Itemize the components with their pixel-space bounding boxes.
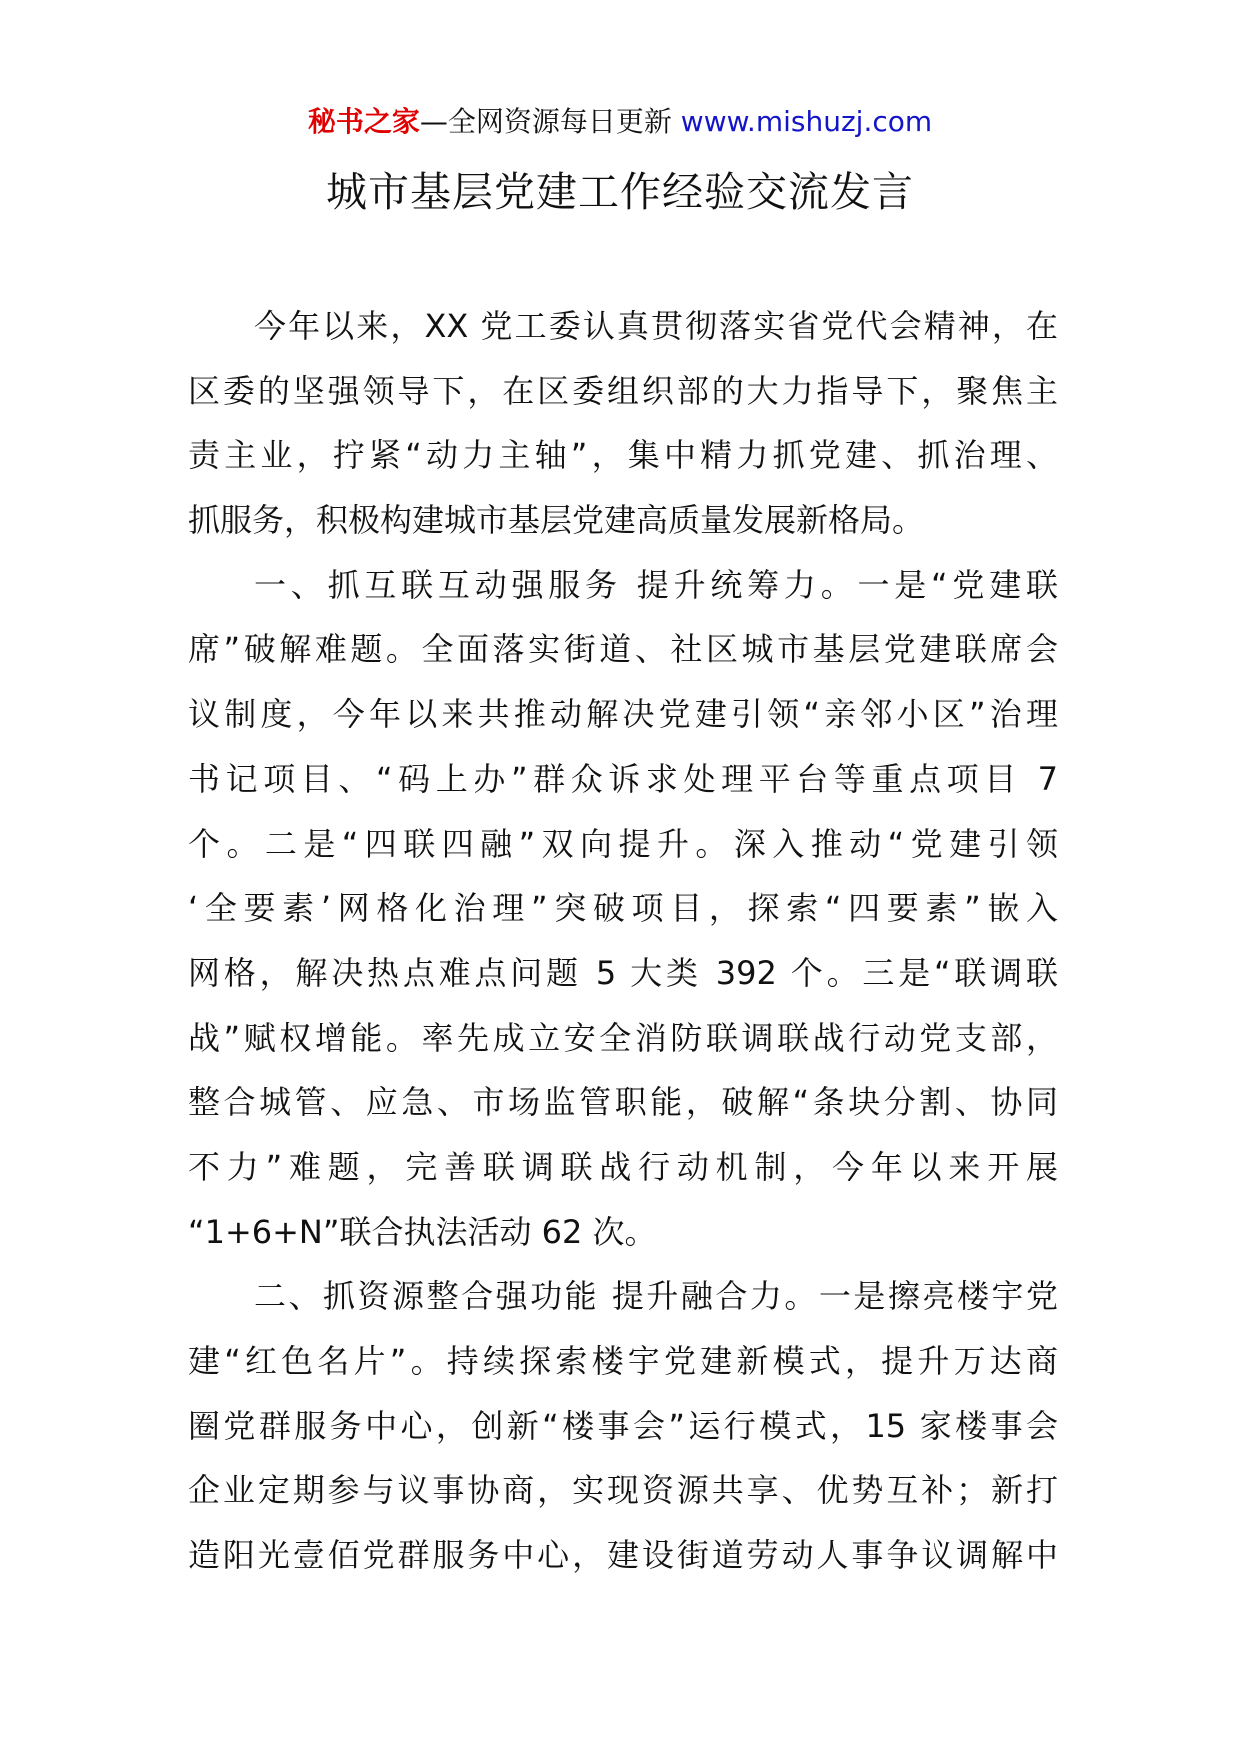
site-url-link[interactable]: www.mishuzj.com <box>680 105 933 138</box>
text-line: 议制度，今年以来共推动解决党建引领“亲邻小区”治理 <box>188 695 1058 734</box>
document-title: 城市基层党建工作经验交流发言 <box>326 168 914 216</box>
text-line: 网格，解决热点难点问题 5 大类 392 个。三是“联调联 <box>188 953 1058 992</box>
text-line: 席”破解难题。全面落实街道、社区城市基层党建联席会 <box>188 630 1058 669</box>
text-line: “1+6+N”联合执法活动 62 次。 <box>188 1212 657 1251</box>
text-line: 圈党群服务中心，创新“楼事会”运行模式，15 家楼事会 <box>188 1406 1058 1445</box>
text-line: 今年以来，XX 党工委认真贯彻落实省党代会精神，在 <box>254 307 1058 345</box>
text-line: 抓服务，积极构建城市基层党建高质量发展新格局。 <box>188 501 925 540</box>
header-tagline: —全网资源每日更新 <box>419 105 672 138</box>
site-header <box>0 100 1240 144</box>
text-line: 战”赋权增能。率先成立安全消防联调联战行动党支部， <box>188 1018 1058 1057</box>
text-line: 个。二是“四联四融”双向提升。深入推动“党建引领 <box>188 824 1058 863</box>
text-line: 造阳光壹佰党群服务中心，建设街道劳动人事争议调解中 <box>188 1536 1058 1575</box>
text-line: 区委的坚强领导下，在区委组织部的大力指导下，聚焦主 <box>188 371 1058 410</box>
text-line: 不力”难题，完善联调联战行动机制，今年以来开展 <box>188 1147 1058 1186</box>
text-line: 建“红色名片”。持续探索楼宇党建新模式，提升万达商 <box>188 1342 1058 1380</box>
brand-name: 秘书之家 <box>307 105 420 138</box>
text-line: 责主业，拧紧“动力主轴”，集中精力抓党建、抓治理、 <box>188 436 1058 475</box>
text-line: 一、抓互联互动强服务 提升统筹力。一是“党建联 <box>254 565 1058 604</box>
text-line: 企业定期参与议事协商，实现资源共享、优势互补；新打 <box>188 1471 1058 1510</box>
text-line: 书记项目、“码上办”群众诉求处理平台等重点项目 7 <box>188 759 1058 798</box>
text-line: 二、抓资源整合强功能 提升融合力。一是擦亮楼宇党 <box>254 1277 1058 1316</box>
document-body <box>188 294 1058 1588</box>
text-line: 整合城管、应急、市场监管职能，破解“条块分割、协同 <box>188 1083 1058 1122</box>
text-line: ‘全要素’网格化治理”突破项目，探索“四要素”嵌入 <box>188 889 1058 928</box>
